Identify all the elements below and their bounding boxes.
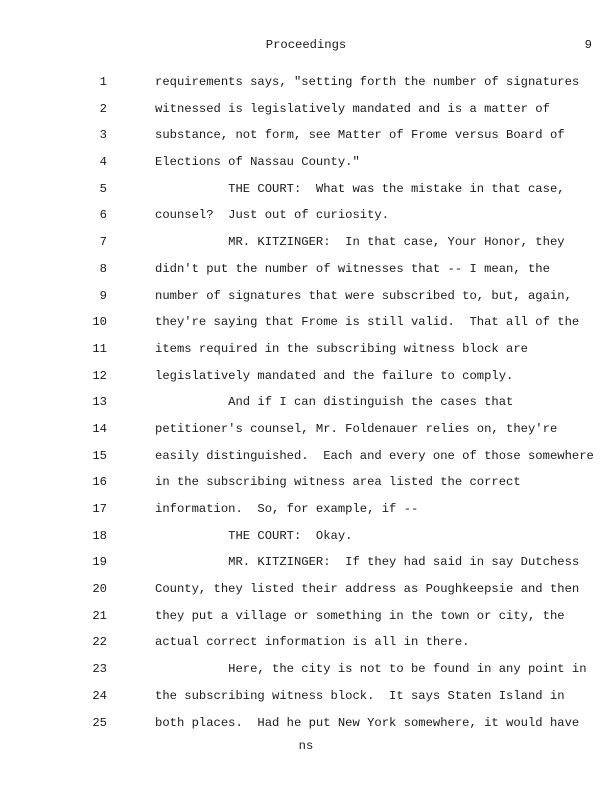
line-text: substance, not form, see Matter of Frome versus Board of xyxy=(155,128,565,143)
line-number: 11 xyxy=(92,341,107,356)
line-number: 1 xyxy=(99,75,107,89)
line-number: 19 xyxy=(92,555,107,570)
line-text: petitioner's counsel, Mr. Foldenauer relies on, they're xyxy=(155,421,558,436)
line-text: Here, the city is not to be found in any point in xyxy=(155,662,587,677)
line-number: 2 xyxy=(99,101,107,116)
transcript-line xyxy=(0,500,612,527)
transcript-line xyxy=(0,153,612,180)
line-text: easily distinguished. Each and every one of those somewhere xyxy=(155,448,594,463)
line-number: 7 xyxy=(99,235,107,250)
line-number: 18 xyxy=(92,528,107,543)
transcript-lines xyxy=(0,73,612,740)
line-number: 14 xyxy=(92,421,107,436)
transcript-line xyxy=(0,206,612,233)
line-number: 8 xyxy=(99,261,107,276)
line-number: 12 xyxy=(92,368,107,383)
line-text: witnessed is legislatively mandated and is a matter of xyxy=(155,101,550,116)
line-text: Elections of Nassau County." xyxy=(155,155,360,170)
transcript-line xyxy=(0,553,612,580)
line-text: County, they listed their address as Poughkeepsie and then xyxy=(155,582,580,597)
transcript-line xyxy=(0,100,612,127)
transcript-line xyxy=(0,233,612,260)
transcript-line xyxy=(0,527,612,554)
line-text: MR. KITZINGER: In that case, Your Honor, they xyxy=(155,235,565,250)
page-header-title: Proceedings xyxy=(265,38,347,52)
transcript-line xyxy=(0,367,612,394)
transcript-line xyxy=(0,714,612,741)
transcript-line xyxy=(0,607,612,634)
line-number: 10 xyxy=(92,315,107,330)
line-text: both places. Had he put New York somewhere, it would have xyxy=(155,715,580,730)
line-number: 25 xyxy=(92,715,107,730)
transcript-line xyxy=(0,393,612,420)
line-number: 21 xyxy=(92,608,107,623)
line-text: in the subscribing witness area listed the correct xyxy=(155,475,521,490)
line-text: And if I can distinguish the cases that xyxy=(155,395,514,410)
transcript-line xyxy=(0,447,612,474)
transcript-line xyxy=(0,633,612,660)
line-number: 16 xyxy=(92,475,107,490)
line-text: the subscribing witness block. It says Staten Island in xyxy=(155,688,565,703)
line-text: they put a village or something in the town or city, the xyxy=(155,608,565,623)
line-text: legislatively mandated and the failure to comply. xyxy=(155,368,514,383)
line-text: THE COURT: What was the mistake in that case, xyxy=(155,181,565,196)
transcript-line xyxy=(0,580,612,607)
transcript-line xyxy=(0,287,612,314)
line-number: 17 xyxy=(92,502,107,516)
transcript-line xyxy=(0,660,612,687)
line-number: 13 xyxy=(92,395,107,410)
transcript-line xyxy=(0,340,612,367)
reporter-initials: ns xyxy=(298,739,314,753)
line-number: 9 xyxy=(99,288,107,303)
line-number: 3 xyxy=(99,128,107,143)
line-text: THE COURT: Okay. xyxy=(155,528,353,543)
line-text: actual correct information is all in there. xyxy=(155,635,470,650)
line-number: 22 xyxy=(92,635,107,650)
transcript-line xyxy=(0,73,612,100)
line-number: 24 xyxy=(92,688,107,703)
line-text: counsel? Just out of curiosity. xyxy=(155,208,390,223)
transcript-line xyxy=(0,260,612,287)
line-text: information. So, for example, if -- xyxy=(155,502,419,516)
line-text: number of signatures that were subscribed to, but, again, xyxy=(155,288,572,303)
line-number: 20 xyxy=(92,582,107,597)
transcript-line xyxy=(0,126,612,153)
transcript-line xyxy=(0,687,612,714)
line-number: 23 xyxy=(92,662,107,677)
transcript-line xyxy=(0,420,612,447)
line-text: MR. KITZINGER: If they had said in say Dutchess xyxy=(155,555,580,570)
transcript-line xyxy=(0,473,612,500)
line-text: they're saying that Frome is still valid. That all of the xyxy=(155,315,580,330)
line-number: 5 xyxy=(99,181,107,196)
transcript-line xyxy=(0,313,612,340)
page-number: 9 xyxy=(584,38,592,52)
transcript-line xyxy=(0,180,612,207)
line-text: requirements says, "setting forth the number of signatures xyxy=(155,75,580,89)
line-text: items required in the subscribing witness block are xyxy=(155,341,528,356)
line-number: 15 xyxy=(92,448,107,463)
line-number: 6 xyxy=(99,208,107,223)
line-text: didn't put the number of witnesses that -- I mean, the xyxy=(155,261,550,276)
line-number: 4 xyxy=(99,155,107,170)
